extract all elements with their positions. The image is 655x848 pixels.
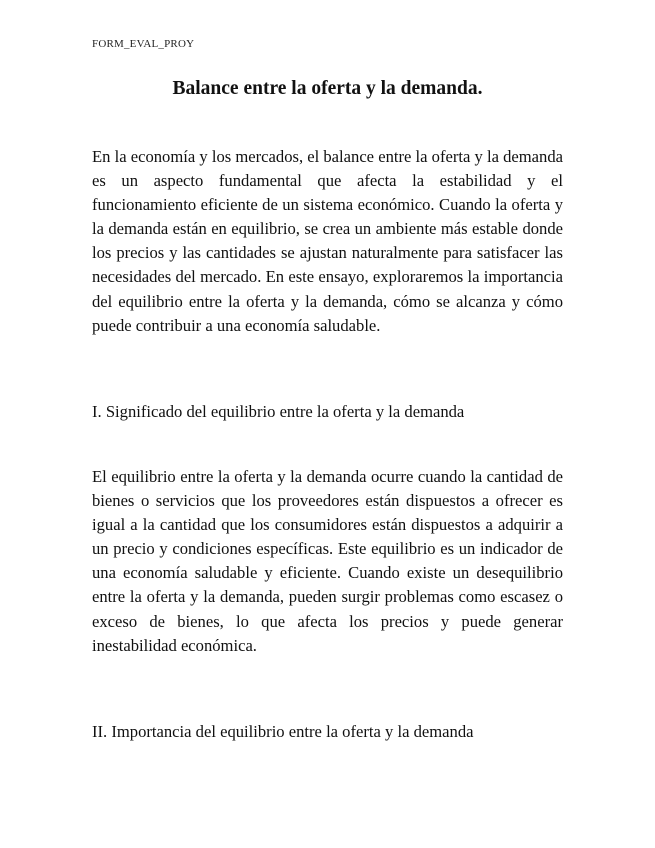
section-heading-2: II. Importancia del equilibrio entre la oferta y la demanda bbox=[92, 722, 474, 741]
section-1-paragraph: El equilibrio entre la oferta y la demanda ocurre cuando la cantidad de bienes o servicios que los proveedores están dispuestos a ofrecer es igual a la cantidad que los consumidores están dispuestos a adquirir a un precio y condiciones específicas. Este equilibrio es un indicador de una economía saludable y eficiente. Cuando existe un desequilibrio entre la oferta y la demanda, pueden surgir problemas como escasez o exceso de bienes, lo que afecta los precios y puede generar inestabilidad económica. bbox=[92, 467, 563, 655]
document-title: Balance entre la oferta y la demanda. bbox=[172, 78, 483, 99]
form-code-header: FORM_EVAL_PROY bbox=[92, 38, 195, 50]
intro-paragraph: En la economía y los mercados, el balance entre la oferta y la demanda es un aspecto fundamental que afecta la estabilidad y el funcionamiento eficiente de un sistema económico. Cuando la oferta y la demanda están en equilibrio, se crea un ambiente más estable donde los precios y las cantidades se ajustan naturalmente para satisfacer las necesidades del mercado. En este ensayo, exploraremos la importancia del equilibrio entre la oferta y la demanda, cómo se alcanza y cómo puede contribuir a una economía saludable. bbox=[92, 147, 563, 335]
section-heading-1: I. Significado del equilibrio entre la oferta y la demanda bbox=[92, 402, 465, 421]
